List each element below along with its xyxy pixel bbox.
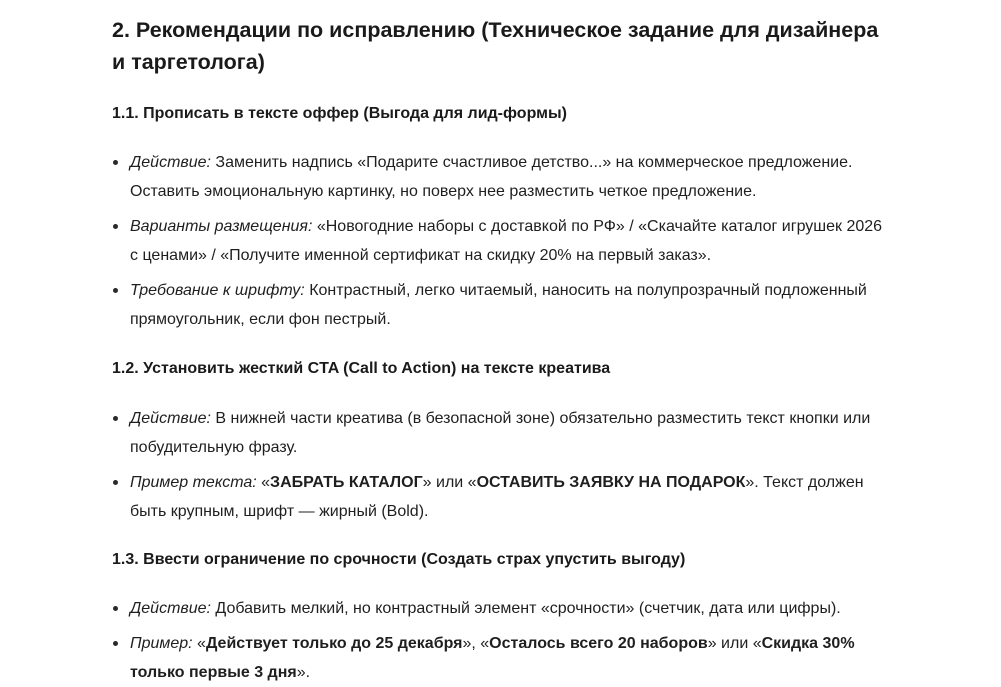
list-item	[112, 629, 892, 687]
list-item	[112, 594, 892, 623]
subsection-title-urgency: 1.3. Ввести ограничение по срочности (Создать страх упустить выгоду)	[112, 551, 686, 568]
item-text: » или «	[422, 474, 477, 491]
list-item	[112, 404, 892, 462]
bullet-list-cta	[112, 404, 892, 526]
bullet-list-offer	[112, 148, 892, 334]
item-text-bold: ЗАБРАТЬ КАТАЛОГ	[270, 474, 423, 491]
item-text: В нижней части креатива (в безопасной зоне) обязательно разместить текст кнопки или побудительную фразу.	[130, 410, 871, 456]
list-item	[112, 148, 892, 206]
item-label: Действие:	[130, 154, 211, 171]
item-label: Пример текста:	[130, 474, 257, 491]
bullet-list-urgency	[112, 594, 892, 687]
subsection-title-offer: 1.1. Прописать в тексте оффер (Выгода для лид-формы)	[112, 105, 567, 122]
item-label: Пример:	[130, 635, 193, 652]
item-label: Действие:	[130, 410, 211, 427]
list-item	[112, 468, 892, 526]
item-text-bold: Действует только до 25 декабря	[205, 635, 463, 652]
list-item	[112, 276, 892, 334]
item-label: Варианты размещения:	[130, 218, 313, 235]
item-text: », «	[462, 635, 490, 652]
section-heading: 2. Рекомендации по исправлению (Техническое задание для дизайнера и таргетолога)	[112, 18, 879, 74]
item-text: «	[256, 474, 271, 491]
item-text: «	[192, 635, 206, 652]
item-text: «Новогодние наборы с доставкой по РФ» / «Скачайте каталог игрушек 2026 с ценами» / «Получите именной сертификат на скидку 20% на первый заказ».	[130, 218, 883, 264]
item-text: Контрастный, легко читаемый, наносить на полупрозрачный подложенный прямоугольник, если фон пестрый.	[130, 282, 867, 328]
item-label: Требование к шрифту:	[130, 282, 305, 299]
list-item	[112, 212, 892, 270]
item-text: » или «	[707, 635, 762, 652]
item-text: ».	[296, 664, 311, 681]
item-text-bold: ОСТАВИТЬ ЗАЯВКУ НА ПОДАРОК	[476, 474, 746, 491]
item-text-bold: Осталось всего 20 наборов	[489, 635, 708, 652]
item-text-bold: Скидка 30% только первые 3 дня	[130, 635, 855, 681]
subsection-title-cta: 1.2. Установить жесткий CTA (Call to Action) на тексте креатива	[112, 360, 611, 377]
item-text: Добавить мелкий, но контрастный элемент «срочности» (счетчик, дата или цифры).	[210, 600, 841, 617]
item-label: Действие:	[130, 600, 211, 617]
item-text: ». Текст должен быть крупным, шрифт — жирный (Bold).	[130, 474, 864, 520]
item-text: Заменить надпись «Подарите счастливое детство...» на коммерческое предложение. Оставить эмоциональную картинку, но поверх нее разместить четкое предложение.	[130, 154, 853, 200]
